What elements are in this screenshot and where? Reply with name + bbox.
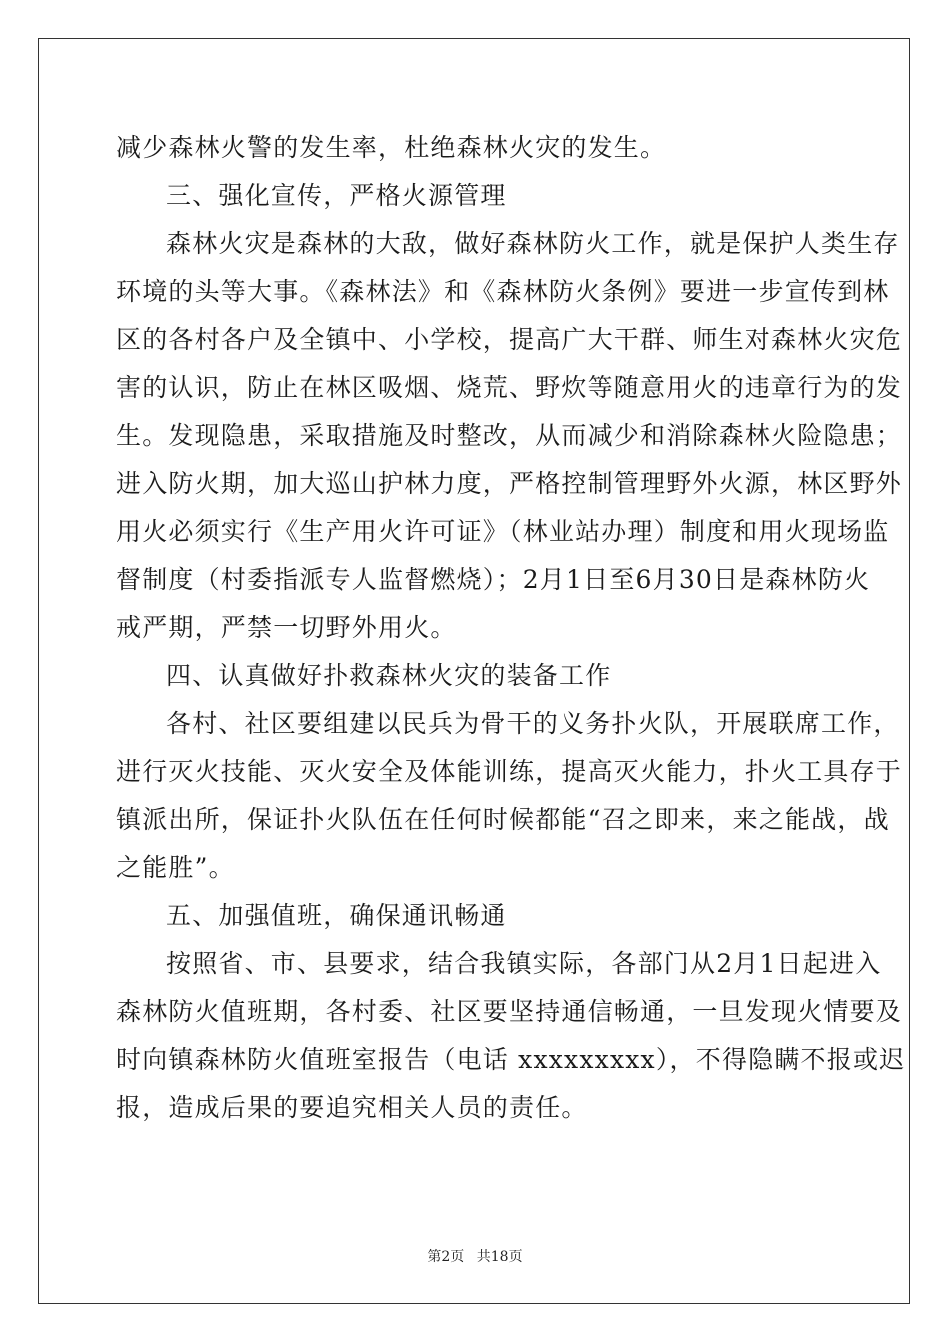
paragraph-line: 之能胜”。 [116,853,235,882]
paragraph-line: 时向镇森林防火值班室报告（电话 xxxxxxxxx），不得隐瞒不报或迟 [116,1045,906,1074]
paragraph-line: 报，造成后果的要追究相关人员的责任。 [116,1093,588,1122]
page-number: 第2页 [427,1249,465,1265]
paragraph-line: 督制度（村委指派专人监督燃烧）；2月1日至6月30日是森林防火 [116,565,871,594]
page-total: 共18页 [476,1249,523,1265]
paragraph-line: 进入防火期，加大巡山护林力度，严格控制管理野外火源，林区野外 [116,469,903,498]
paragraph-line: 减少森林火警的发生率，杜绝森林火灾的发生。 [116,133,667,162]
paragraph-line: 各村、社区要组建以民兵为骨干的义务扑火队，开展联席工作， [166,709,900,738]
section-heading: 五、加强值班，确保通讯畅通 [166,901,507,930]
section-heading: 三、强化宣传，严格火源管理 [166,181,507,210]
paragraph-line: 害的认识，防止在林区吸烟、烧荒、野炊等随意用火的违章行为的发 [116,373,903,402]
page-footer [0,1246,950,1266]
paragraph-line: 环境的头等大事。《森林法》和《森林防火条例》要进一步宣传到林 [116,277,890,306]
paragraph-line: 森林火灾是森林的大敌，做好森林防火工作，就是保护人类生存 [166,229,900,258]
paragraph-line: 生。发现隐患，采取措施及时整改，从而减少和消除森林火险隐患； [116,421,903,450]
document-body [116,124,906,1132]
paragraph-line: 森林防火值班期，各村委、社区要坚持通信畅通，一旦发现火情要及 [116,997,903,1026]
paragraph-line: 戒严期，严禁一切野外用火。 [116,613,457,642]
paragraph-line: 镇派出所，保证扑火队伍在任何时候都能“召之即来，来之能战，战 [116,805,890,834]
section-heading: 四、认真做好扑救森林火灾的装备工作 [166,661,612,690]
paragraph-line: 用火必须实行《生产用火许可证》（林业站办理）制度和用火现场监 [116,517,890,546]
paragraph-line: 区的各村各户及全镇中、小学校，提高广大干群、师生对森林火灾危 [116,325,903,354]
paragraph-line: 进行灭火技能、灭火安全及体能训练，提高灭火能力，扑火工具存于 [116,757,903,786]
paragraph-line: 按照省、市、县要求，结合我镇实际，各部门从2月1日起进入 [166,949,882,978]
